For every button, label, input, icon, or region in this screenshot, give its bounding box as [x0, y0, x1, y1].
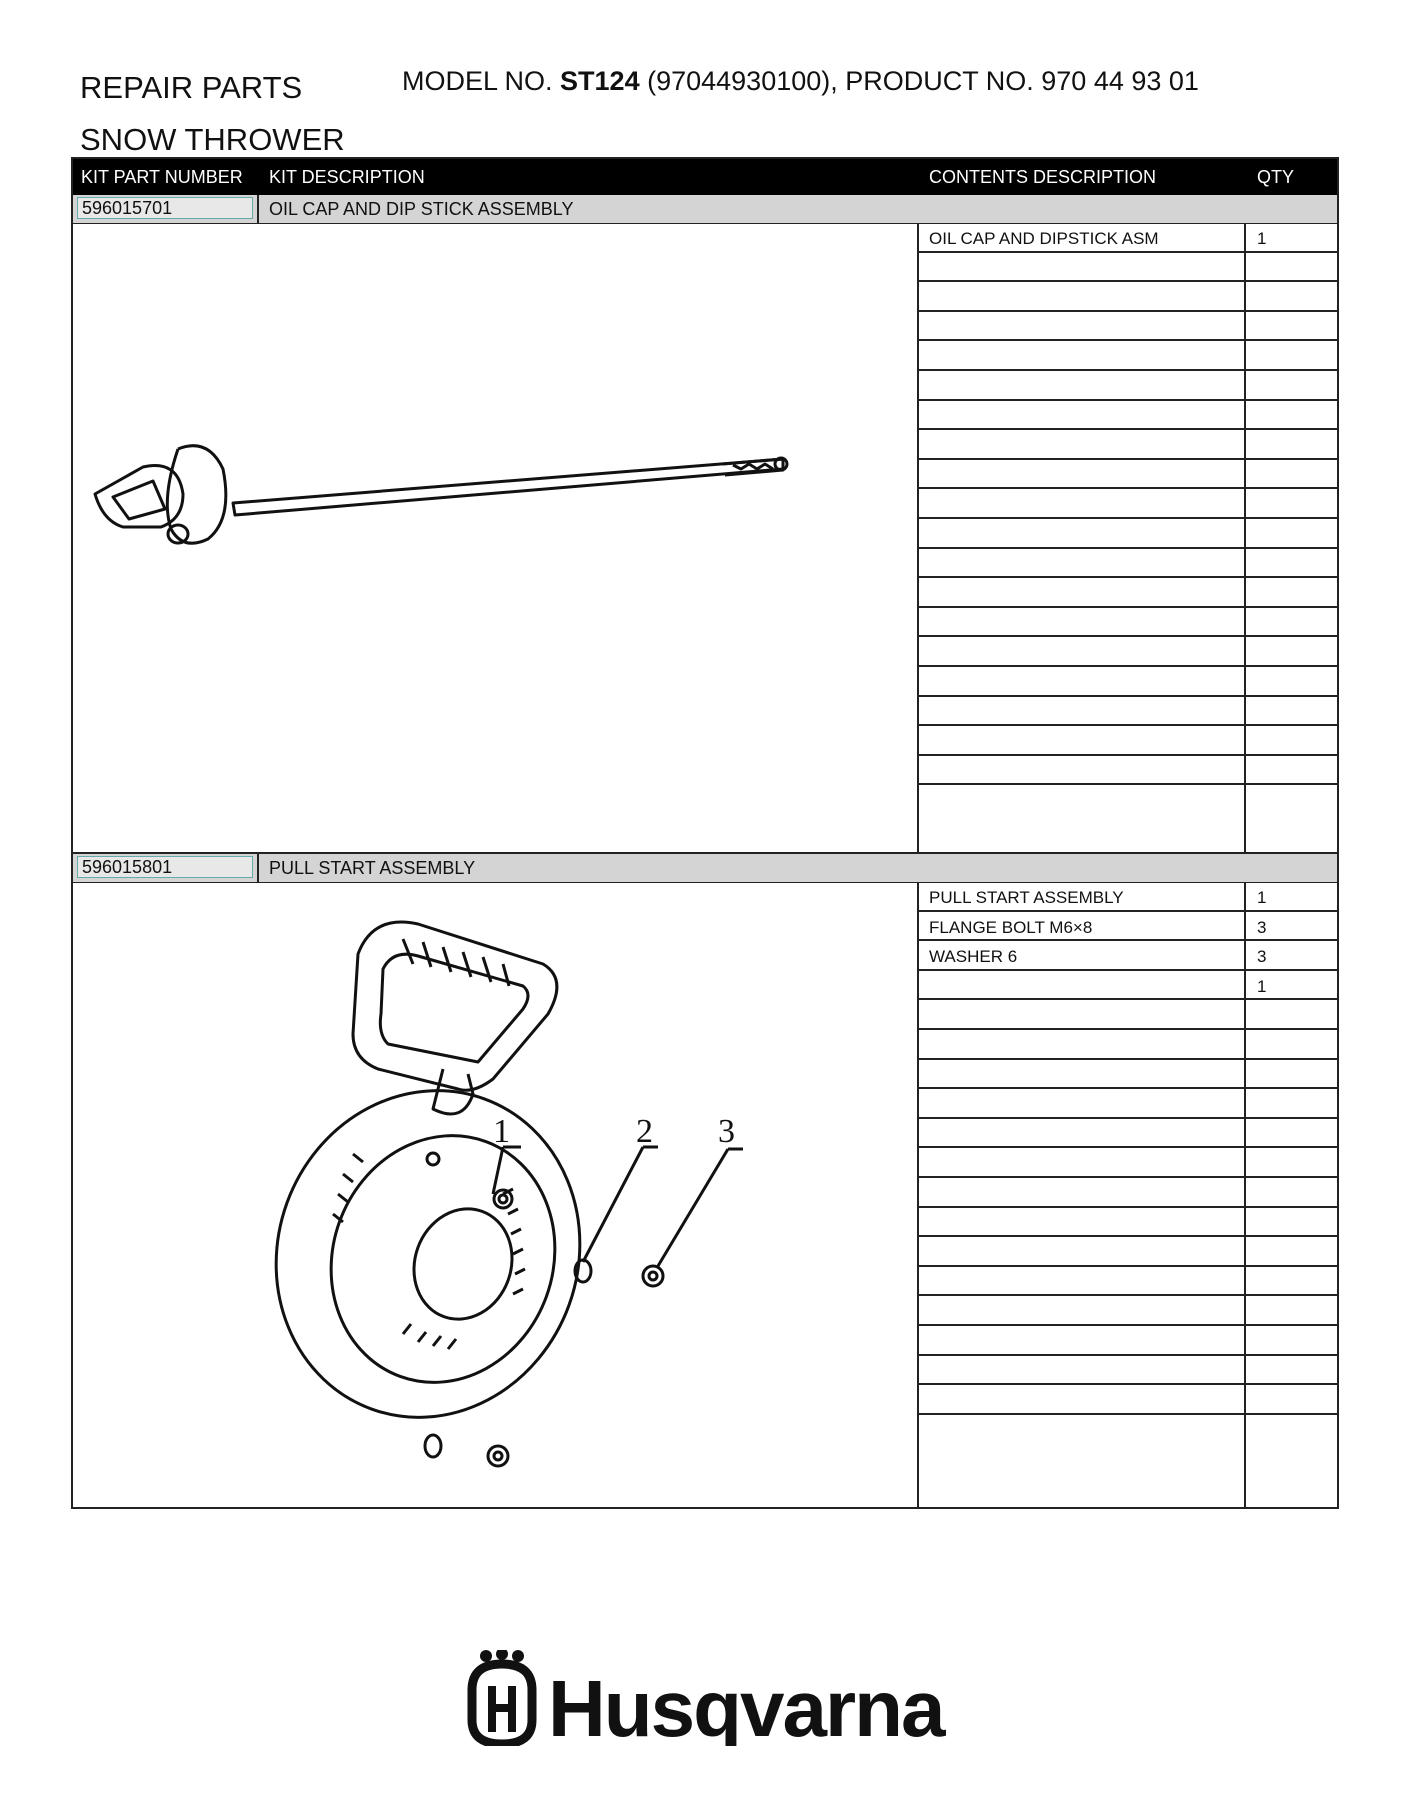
contents-description: OIL CAP AND DIPSTICK ASM [929, 229, 1159, 248]
contents-row [919, 430, 1339, 460]
contents-qty: 3 [1257, 917, 1267, 937]
contents-row [919, 697, 1339, 727]
contents-qty: 3 [1257, 947, 1267, 967]
contents-row [919, 312, 1339, 342]
contents-row [919, 667, 1339, 697]
contents-description: PULL START ASSEMBLY [929, 888, 1124, 907]
contents-row [919, 223, 1339, 253]
contents-qty: 1 [1257, 229, 1267, 248]
kit-description: OIL CAP AND DIP STICK ASSEMBLY [269, 199, 574, 219]
contents-row [919, 549, 1339, 579]
contents-row [919, 460, 1339, 490]
contents-row [919, 341, 1339, 371]
title-repair-parts: REPAIR PARTS [80, 70, 303, 105]
contents-row [919, 1030, 1339, 1060]
col-qty: QTY [1257, 167, 1295, 187]
contents-row [919, 1178, 1339, 1208]
divider [257, 195, 259, 223]
oil-cap-dipstick-drawing [83, 409, 903, 579]
contents-row [919, 1415, 1339, 1445]
contents-qty: 1 [1257, 888, 1267, 907]
kit-part-number: 596015701 [77, 197, 253, 219]
divider [257, 854, 259, 882]
callout-2: 2 [636, 1113, 653, 1150]
contents-row [919, 282, 1339, 312]
contents-list [919, 223, 1339, 815]
document-title [80, 62, 345, 166]
kit-row [73, 195, 1337, 224]
contents-row [919, 912, 1339, 942]
husqvarna-logo [462, 1650, 962, 1746]
contents-list [919, 882, 1339, 1444]
kit-row [73, 854, 1337, 883]
contents-row [919, 756, 1339, 786]
contents-qty: 1 [1257, 976, 1267, 996]
callout-3: 3 [718, 1113, 735, 1150]
contents-row [919, 882, 1339, 912]
husqvarna-crown-logo [462, 1650, 962, 1746]
contents-row [919, 489, 1339, 519]
pull-start-assembly-drawing [203, 894, 863, 1484]
logo-wordmark: Husqvarna [548, 1664, 944, 1746]
contents-row [919, 1356, 1339, 1386]
contents-row [919, 637, 1339, 667]
col-kit-part-number: KIT PART NUMBER [81, 167, 243, 187]
contents-row [919, 1089, 1339, 1119]
contents-row [919, 519, 1339, 549]
contents-row [919, 971, 1339, 1001]
contents-row [919, 578, 1339, 608]
title-snow-thrower: SNOW THROWER [80, 122, 345, 157]
contents-row [919, 1000, 1339, 1030]
contents-row [919, 785, 1339, 815]
model-prefix: MODEL NO. [402, 66, 561, 96]
col-kit-description: KIT DESCRIPTION [269, 167, 425, 187]
contents-row [919, 1296, 1339, 1326]
contents-description: FLANGE BOLT M6×8 [929, 917, 1093, 937]
model-line [402, 66, 1199, 97]
model-number: ST124 [560, 66, 640, 96]
contents-row [919, 1119, 1339, 1149]
kit-part-number: 596015801 [77, 856, 253, 878]
contents-row [919, 608, 1339, 638]
contents-row [919, 1237, 1339, 1267]
contents-row [919, 1148, 1339, 1178]
col-contents-description: CONTENTS DESCRIPTION [929, 167, 1157, 187]
contents-row [919, 371, 1339, 401]
callout-1: 1 [493, 1113, 510, 1150]
contents-row [919, 1267, 1339, 1297]
contents-row [919, 253, 1339, 283]
table-header [73, 159, 1337, 195]
contents-row [919, 401, 1339, 431]
contents-row [919, 1060, 1339, 1090]
kit-description: PULL START ASSEMBLY [269, 858, 476, 878]
model-suffix: (97044930100), PRODUCT NO. 970 44 93 01 [639, 66, 1199, 96]
contents-row [919, 941, 1339, 971]
contents-description: WASHER 6 [929, 947, 1018, 967]
contents-row [919, 1208, 1339, 1238]
parts-table [71, 157, 1339, 1509]
divider [73, 852, 1337, 854]
contents-row [919, 1385, 1339, 1415]
contents-row [919, 726, 1339, 756]
contents-row [919, 1326, 1339, 1356]
